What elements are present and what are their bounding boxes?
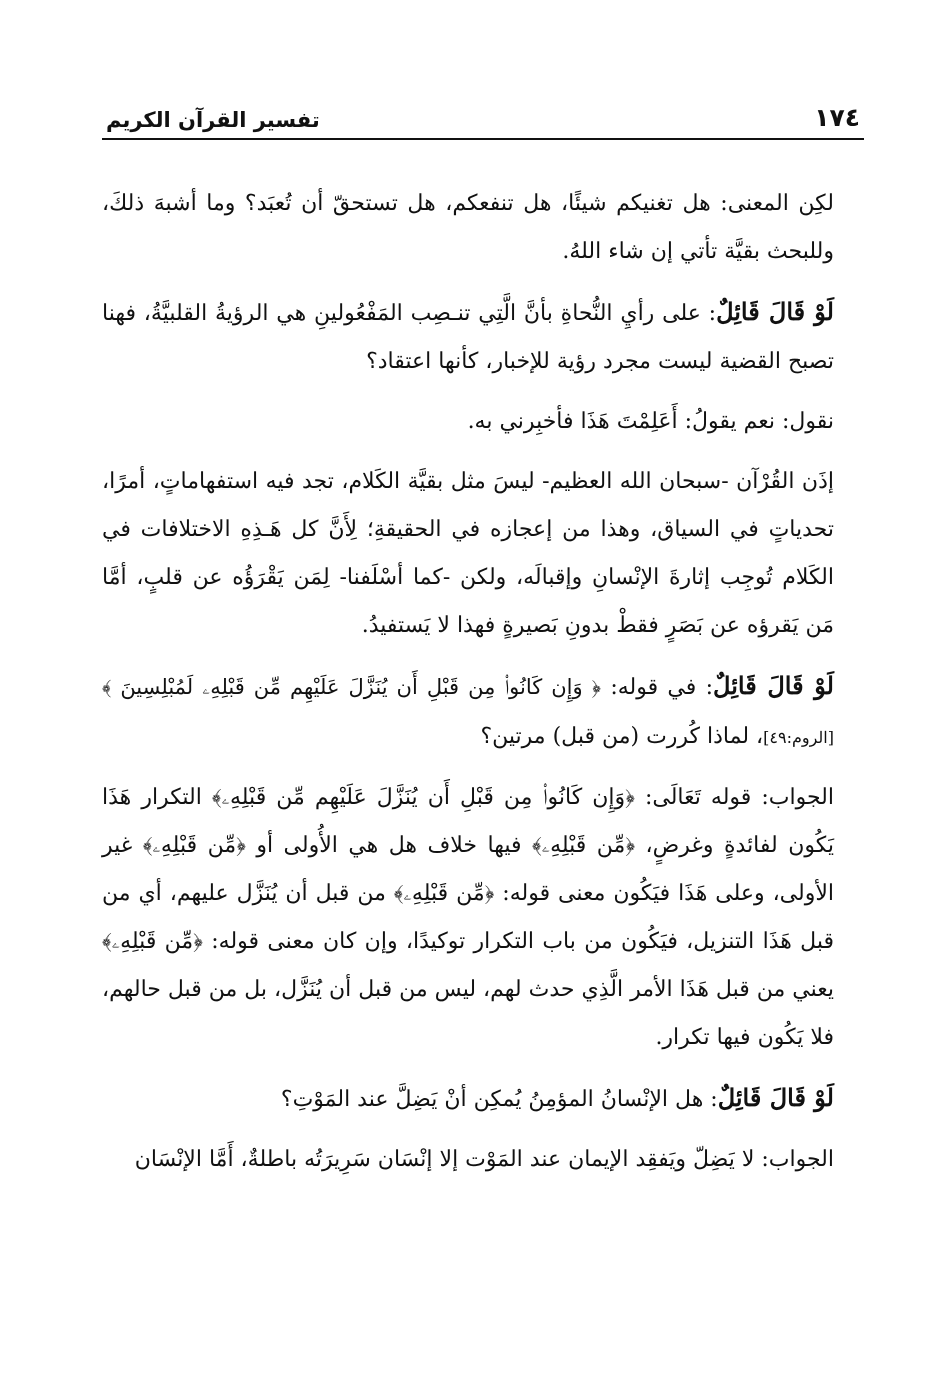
paragraph-text: الجواب: لا يَضِلّ ويَفقِد الإيمان عند المَوْت إلا إنْسَان سَرِيرَتُه باطلةٌ، أَمَّا الإنْسَان xyxy=(134,1147,834,1172)
paragraph-text: الجواب: قوله تَعَالَى: ﴿وَإِن كَانُوا۟ مِن قَبْلِ أَن يُنَزَّلَ عَلَيْهِم مِّن قَبْلِهِۦ﴾ التكرار هَذَا يَكُون لفائدةٍ وغرضٍ، ﴿مِّن قَبْلِهِۦ﴾ فيها خلاف هل هي الأُولى أو ﴿مِّن قَبْلِهِۦ﴾ غير الأولى، وعلى هَذَا فيَكُون معنى قوله: ﴿مِّن قَبْلِهِۦ﴾ من قبل أن يُنَزَّل عليهم، أي من قبل هَذَا التنزيل، فيَكُون من باب التكرار توكيدًا، وإن كان معنى قوله: ﴿مِّن قَبْلِهِۦ﴾ يعني من قبل هَذَا الأمر الَّذِي حدث لهم، ليس من قبل أن يُنَزَّل، بل من قبل حالهم، فلا يَكُون فيها تكرار. xyxy=(102,785,834,1050)
paragraph-answer-death xyxy=(102,1136,864,1184)
paragraph-text: : على رأيِ النُّحاةِ بأنَّ الَّتِي تنـصِب المَفْعُولينِ هي الرؤيةُ القلبيَّةُ، فهنا تصبح القضية ليست مجرد رؤية للإخبار، كأنها اعتقاد؟ xyxy=(102,301,834,374)
paragraph-text: لكِن المعنى: هل تغنيكم شيئًا، هل تنفعكم، هل تستحقّ أن تُعبَد؟ وما أشبهَ ذلكَ، وللبحث بقيَّة تأتي إن شاء اللهُ. xyxy=(102,191,834,264)
paragraph-text: : هل الإنْسانُ المؤمِنُ يُمكِن أنْ يَضِلَّ عند المَوْتِ؟ xyxy=(280,1087,718,1112)
question-label: لَوْ قَالَ قَائِلٌ xyxy=(717,1083,834,1112)
paragraph-question-grammarians xyxy=(102,288,864,386)
body-text xyxy=(102,180,864,1184)
paragraph-text: نقول: نعم يقولُ: أَعَلِمْتَ هَذَا فأخبِرني به. xyxy=(467,409,834,434)
question-label: لَوْ قَالَ قَائِلٌ xyxy=(713,671,834,700)
paragraph-meaning xyxy=(102,180,864,276)
question-label: لَوْ قَالَ قَائِلٌ xyxy=(716,297,834,326)
page-number: ١٧٤ xyxy=(814,103,860,132)
paragraph-answer-verse xyxy=(102,774,864,1062)
paragraph-text: : في قوله: xyxy=(600,675,714,700)
paragraph-question-verse xyxy=(102,662,864,762)
running-header xyxy=(102,96,864,140)
book-title: تفسير القرآن الكريم xyxy=(106,108,320,132)
paragraph-question-death xyxy=(102,1074,864,1124)
paragraph-text-tail: ، لماذا كُررت (من قبل) مرتين؟ xyxy=(480,724,764,749)
quran-verse: ﴿ وَإِن كَانُوا۟ مِن قَبْلِ أَن يُنَزَّلَ عَلَيْهِم مِّن قَبْلِهِۦ لَمُبْلِسِينَ ﴾ xyxy=(102,675,601,699)
paragraph-text: إذَن القُرْآن -سبحان الله العظيم- ليسَ مثل بقيَّة الكَلام، تجد فيه استفهاماتٍ، أمرًا، تحدياتٍ في السياق، وهذا من إعجازه في الحقيقةِ؛ لِأَنَّ كل هَـذِهِ الاختلافات في الكَلام تُوجِب إثارةَ الإنْسانِ وإقبالَه، ولكن -كما أسْلَفنا- لِمَن يَقْرَؤُه عن قلبٍ، أمَّا مَن يَقرؤه عن بَصَرٍ فقطْ بدونِ بَصيرةٍ فهذا لا يَستفيدُ. xyxy=(102,469,834,638)
paragraph-quran-style xyxy=(102,458,864,650)
verse-citation: [الروم:٤٩] xyxy=(763,728,834,747)
paragraph-answer-grammarians xyxy=(102,398,864,446)
